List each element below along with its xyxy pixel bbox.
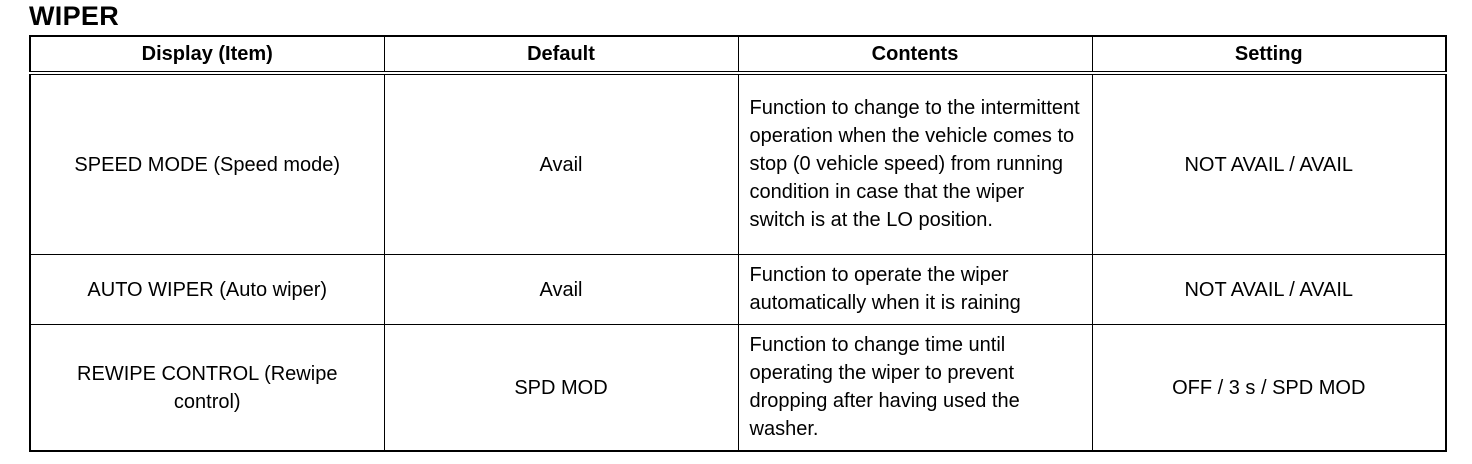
table-row	[30, 73, 1446, 255]
cell-default: SPD MOD	[384, 325, 738, 452]
cell-default: Avail	[384, 73, 738, 255]
header-contents: Contents	[738, 36, 1092, 73]
header-row	[30, 36, 1446, 73]
header-default: Default	[384, 36, 738, 73]
cell-contents: Function to operate the wiper automatically when it is raining	[738, 255, 1092, 325]
table-header	[30, 36, 1446, 73]
cell-setting: OFF / 3 s / SPD MOD	[1092, 325, 1446, 452]
wiper-settings-table	[29, 35, 1447, 452]
cell-display-item: SPEED MODE (Speed mode)	[30, 73, 384, 255]
cell-setting: NOT AVAIL / AVAIL	[1092, 73, 1446, 255]
table-row	[30, 255, 1446, 325]
header-setting: Setting	[1092, 36, 1446, 73]
cell-contents: Function to change time until operating the wiper to prevent dropping after having used the washer.	[738, 325, 1092, 452]
table-row	[30, 325, 1446, 452]
cell-setting: NOT AVAIL / AVAIL	[1092, 255, 1446, 325]
header-display-item: Display (Item)	[30, 36, 384, 73]
cell-display-item: AUTO WIPER (Auto wiper)	[30, 255, 384, 325]
table-body	[30, 73, 1446, 451]
cell-contents: Function to change to the intermittent operation when the vehicle comes to stop (0 vehicle speed) from running condition in case that the wiper switch is at the LO position.	[738, 73, 1092, 255]
cell-display-item: REWIPE CONTROL (Rewipe control)	[30, 325, 384, 452]
section-title: WIPER	[29, 1, 120, 31]
cell-default: Avail	[384, 255, 738, 325]
